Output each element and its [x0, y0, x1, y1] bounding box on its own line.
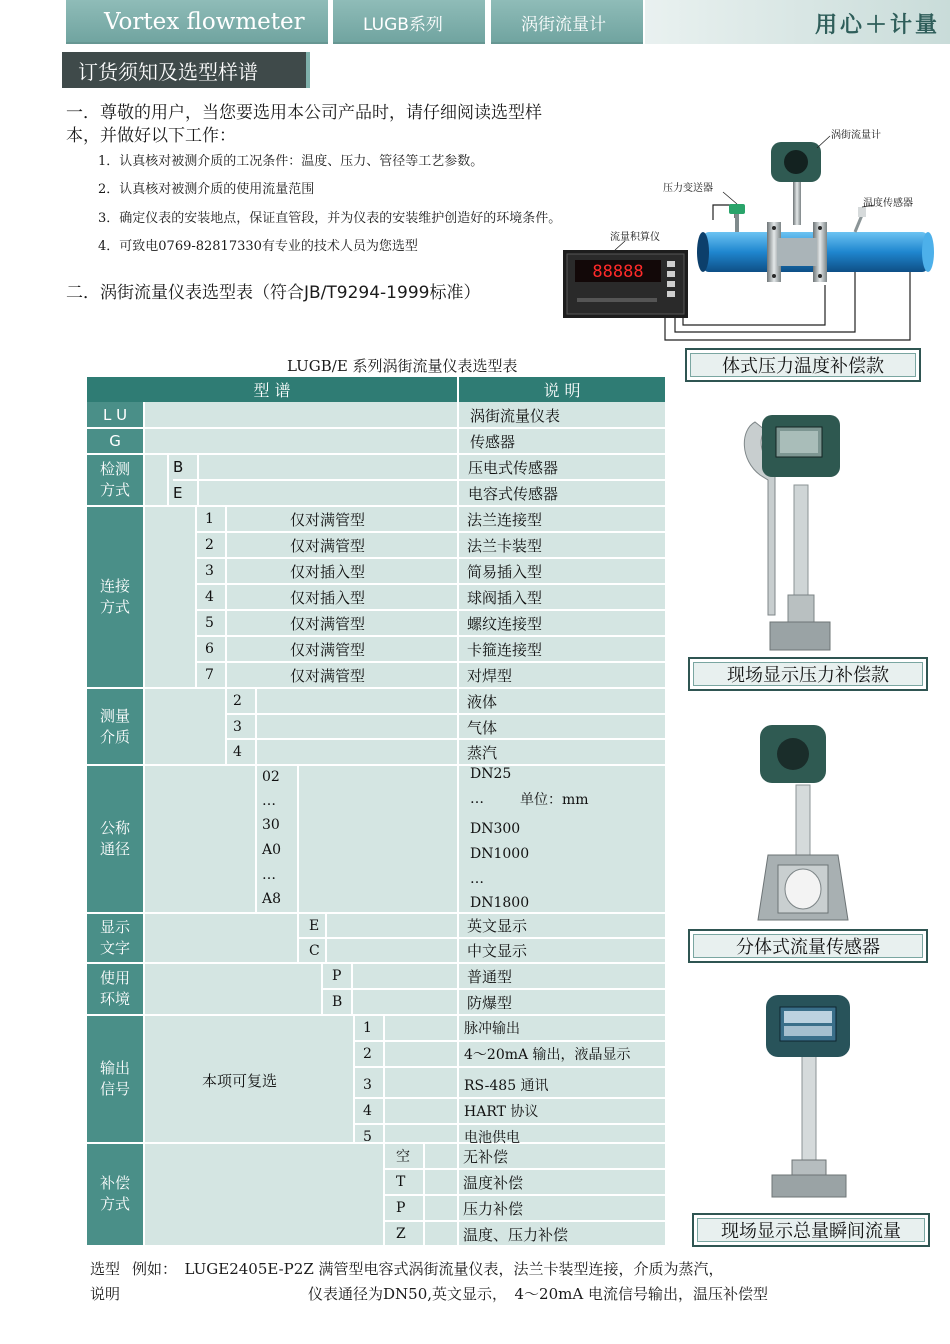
- intro-line-1: 一．尊敬的用户，当您要选用本公司产品时，请仔细阅读选型样: [66, 103, 542, 123]
- desc-medium-3: 气体: [467, 718, 498, 737]
- group-env-label: 使用 环境: [99, 969, 130, 1008]
- group-connection-label: 连接 方式: [99, 577, 130, 616]
- desc-conn-4: 球阀插入型: [467, 588, 543, 607]
- desc-lu: 涡街流量仪表: [470, 406, 561, 425]
- example-label-b: 说明: [90, 1285, 121, 1303]
- intro-item-3: 3．确定仪表的安装地点，保证直管段，并为仪表的安装维护创造好的环境条件。: [98, 211, 562, 226]
- code-dn-5: A8: [262, 891, 282, 907]
- table-head-spectrum: 型 谱: [253, 381, 291, 400]
- code-medium-4: 4: [233, 744, 242, 760]
- grid-line: [197, 454, 199, 506]
- group-dn-label: 公称 通径: [99, 819, 130, 858]
- caption-field-display-pressure: 现场显示压力补偿款: [688, 657, 928, 691]
- table-title: LUGB/E 系列涡街流量仪表选型表: [287, 357, 518, 375]
- code-conn-3: 3: [205, 563, 214, 579]
- desc-output-1: 脉冲输出: [464, 1021, 520, 1037]
- section-title-text: 订货须知及选型样谱: [78, 59, 258, 84]
- product-image-pressure-compensated: [720, 400, 880, 655]
- caption-split-flow-sensor: 分体式流量传感器: [688, 929, 928, 963]
- group-display-label: 显示 文字: [99, 918, 130, 957]
- totalizer-display: 88888: [592, 262, 644, 282]
- code-env-B: B: [332, 994, 343, 1010]
- code-display-E: E: [309, 917, 320, 934]
- code-dn-1: …: [262, 793, 276, 809]
- desc-output-3: RS-485 通讯: [464, 1078, 549, 1094]
- code-conn-1: 1: [205, 511, 214, 527]
- desc-medium-2: 液体: [467, 692, 498, 711]
- grid-line: [87, 427, 665, 429]
- code-lu: L U: [102, 406, 128, 424]
- grid-line: [143, 402, 145, 1245]
- code-detect-e: E: [173, 484, 183, 502]
- code-dn-3: A0: [262, 842, 282, 858]
- grid-line: [195, 661, 665, 663]
- grid-line: [297, 765, 299, 913]
- code-comp-1: T: [396, 1174, 406, 1190]
- intro-line-2: 本，并做好以下工作：: [66, 126, 236, 146]
- grid-line: [325, 913, 327, 963]
- desc-conn-1: 法兰连接型: [467, 510, 543, 529]
- type-conn-6: 仅对满管型: [290, 640, 366, 659]
- group-comp-label: 补偿 方式: [99, 1174, 130, 1213]
- grid-line: [297, 913, 299, 963]
- grid-line: [353, 1015, 355, 1143]
- desc-env-B: 防爆型: [467, 993, 513, 1012]
- desc-dn-3: DN1000: [470, 846, 530, 862]
- grid-line: [87, 1014, 665, 1016]
- grid-line: [225, 713, 665, 715]
- grid-line: [255, 765, 257, 913]
- code-conn-7: 7: [205, 667, 214, 683]
- desc-dn-5: DN1800: [470, 895, 530, 911]
- installation-diagram: [555, 110, 935, 350]
- code-g: G: [109, 432, 121, 450]
- code-output-2: 2: [363, 1046, 372, 1062]
- desc-medium-4: 蒸汽: [467, 743, 498, 762]
- code-conn-6: 6: [205, 641, 214, 657]
- grid-line: [351, 963, 353, 1015]
- wiring-lines: [665, 205, 910, 340]
- type-conn-3: 仅对插入型: [290, 562, 366, 581]
- desc-output-4: HART 协议: [464, 1104, 539, 1120]
- desc-dn-4: …: [470, 871, 484, 887]
- group-medium-label: 测量 介质: [99, 706, 130, 746]
- section-title: [62, 52, 306, 88]
- code-conn-2: 2: [205, 537, 214, 553]
- code-output-4: 4: [363, 1103, 372, 1119]
- desc-comp-0: 无补偿: [463, 1147, 509, 1166]
- grid-line: [225, 688, 227, 765]
- header-series: LUGB系列: [363, 14, 443, 35]
- desc-comp-3: 温度、压力补偿: [463, 1225, 569, 1244]
- grid-line: [383, 1143, 385, 1245]
- grid-line: [87, 764, 665, 766]
- caption-integrated-compensation: 体式压力温度补偿款: [685, 348, 921, 382]
- grid-line: [87, 962, 665, 964]
- code-medium-2: 2: [233, 693, 242, 709]
- code-dn-4: …: [262, 867, 276, 883]
- code-dn-2: 30: [262, 817, 280, 833]
- code-conn-5: 5: [205, 615, 214, 631]
- group-output-label: 输出 信号: [99, 1059, 130, 1098]
- label-temperature-sensor: 温度传感器: [863, 198, 913, 209]
- header-product-tab: [491, 0, 643, 44]
- desc-detect-b: 压电式传感器: [468, 458, 559, 477]
- code-detect-b: B: [173, 458, 184, 476]
- desc-env-P: 普通型: [467, 967, 513, 986]
- label-vortex-meter: 涡街流量计: [831, 130, 881, 141]
- desc-detect-e: 电容式传感器: [468, 484, 559, 503]
- product-image-total-flow: [740, 985, 880, 1210]
- grid-line: [383, 1194, 665, 1196]
- intro-item-4: 4．可致电0769-82817330有专业的技术人员为您选型: [98, 239, 418, 254]
- grid-line: [225, 506, 227, 688]
- grid-line: [457, 377, 459, 1245]
- grid-line: [87, 687, 665, 689]
- dn-unit-note: 单位：mm: [520, 792, 589, 808]
- code-env-P: P: [332, 968, 342, 984]
- code-comp-3: Z: [396, 1226, 406, 1242]
- header-title-tab: [66, 0, 328, 44]
- desc-display-E: 英文显示: [467, 917, 528, 935]
- grid-line: [321, 963, 323, 1015]
- code-medium-3: 3: [233, 719, 242, 735]
- code-display-C: C: [309, 942, 320, 959]
- type-conn-4: 仅对插入型: [290, 588, 366, 607]
- output-multi-select-note: 本项可复选: [202, 1071, 278, 1090]
- intro-table-heading: 二．涡街流量仪表选型表（符合JB/T9294-1999标准）: [66, 283, 481, 303]
- grid-line: [167, 454, 169, 506]
- desc-comp-2: 压力补偿: [463, 1199, 524, 1218]
- group-detect-label: 检测 方式: [99, 460, 130, 499]
- grid-line: [255, 688, 257, 765]
- caption-field-total-instant: 现场显示总量瞬间流量: [692, 1213, 930, 1247]
- grid-line: [195, 557, 665, 559]
- desc-comp-1: 温度补偿: [463, 1173, 524, 1192]
- desc-display-C: 中文显示: [467, 942, 528, 960]
- grid-line: [383, 1168, 665, 1170]
- header-slogan: 用心＋计量: [815, 12, 941, 38]
- desc-g: 传感器: [470, 432, 516, 451]
- selection-table: [87, 377, 665, 1245]
- grid-line: [195, 506, 197, 688]
- grid-line: [383, 1015, 385, 1143]
- desc-conn-6: 卡箍连接型: [467, 640, 543, 659]
- header-title: Vortex flowmeter: [104, 9, 305, 35]
- type-conn-1: 仅对满管型: [290, 510, 366, 529]
- desc-conn-7: 对焊型: [467, 666, 513, 685]
- grid-line: [225, 738, 665, 740]
- code-dn-0: 02: [262, 769, 280, 785]
- grid-line: [173, 479, 665, 481]
- example-line-1: 例如： LUGE2405E-P2Z 满管型电容式涡街流量仪表，法兰卡装型连接，介质为蒸汽，: [132, 1260, 724, 1278]
- example-line-2: 仪表通径为DN50,英文显示， 4～20mA 电流信号输出，温压补偿型: [308, 1285, 768, 1303]
- product-image-split-sensor: [740, 715, 870, 925]
- desc-output-5: 电池供电: [464, 1130, 520, 1146]
- code-output-1: 1: [363, 1020, 372, 1036]
- grid-line: [87, 1142, 665, 1144]
- label-pressure-transmitter: 压力变送器: [663, 183, 713, 194]
- desc-dn-1: …: [470, 791, 484, 807]
- example-label-a: 选型: [90, 1260, 121, 1278]
- type-conn-7: 仅对满管型: [290, 666, 366, 685]
- grid-line: [195, 531, 665, 533]
- desc-dn-2: DN300: [470, 821, 521, 837]
- grid-line: [423, 1143, 425, 1245]
- type-conn-5: 仅对满管型: [290, 614, 366, 633]
- code-conn-4: 4: [205, 589, 214, 605]
- desc-dn-0: DN25: [470, 766, 512, 782]
- header-product: 涡街流量计: [521, 14, 606, 35]
- code-comp-2: P: [396, 1200, 406, 1216]
- code-output-3: 3: [363, 1077, 372, 1093]
- desc-conn-2: 法兰卡装型: [467, 536, 543, 555]
- desc-conn-3: 简易插入型: [467, 562, 543, 581]
- grid-line: [195, 583, 665, 585]
- table-head-description: 说 明: [543, 381, 581, 400]
- desc-output-2: 4～20mA 输出，液晶显示: [464, 1047, 631, 1063]
- intro-item-1: 1．认真核对被测介质的工况条件：温度、压力、管径等工艺参数。: [98, 154, 484, 169]
- label-flow-totalizer: 流量积算仪: [610, 232, 660, 243]
- desc-conn-5: 螺纹连接型: [467, 614, 543, 633]
- intro-item-2: 2．认真核对被测介质的使用流量范围: [98, 182, 315, 197]
- type-conn-2: 仅对满管型: [290, 536, 366, 555]
- grid-line: [195, 609, 665, 611]
- header-series-tab: [333, 0, 485, 44]
- pressure-transmitter: [729, 204, 745, 214]
- code-output-5: 5: [363, 1129, 372, 1145]
- grid-line: [87, 912, 665, 914]
- grid-line: [195, 635, 665, 637]
- code-comp-0: 空: [396, 1149, 410, 1165]
